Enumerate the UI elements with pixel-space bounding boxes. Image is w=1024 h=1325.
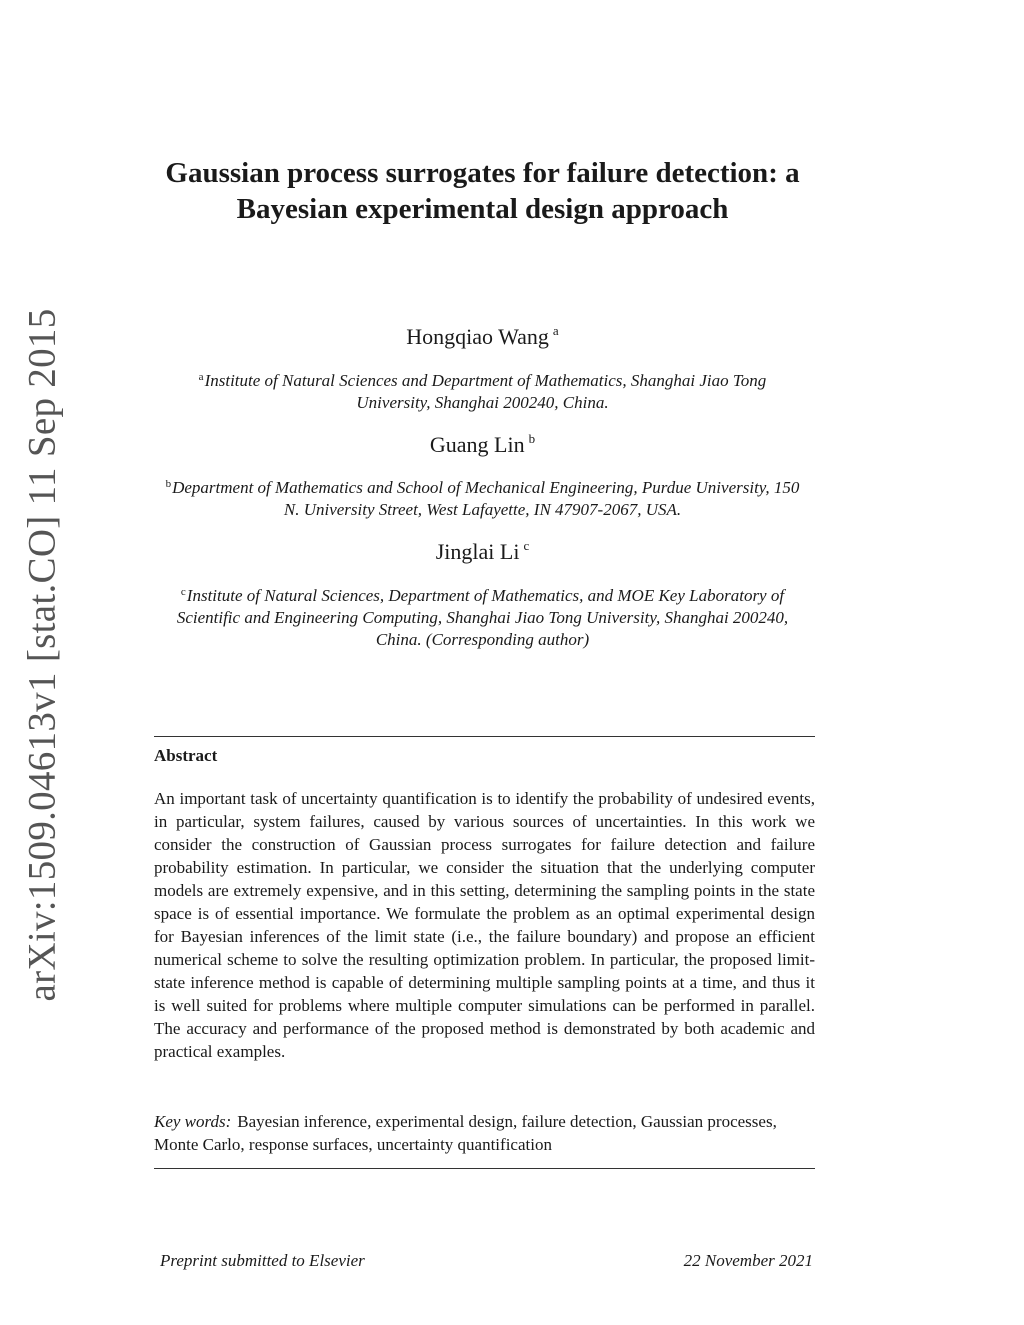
abstract-bottom-rule xyxy=(154,1168,815,1169)
affiliation-3: $^c$Institute of Natural Sciences, Department of Mathematics, and MOE Key Laboratory of Scientific and Engineering Computing, Shanghai Jiao Tong University, Shanghai 200240, China. (Corresponding author) xyxy=(176,586,789,649)
footer-date: 22 November 2021 xyxy=(683,1251,813,1270)
author-name-1: Hongqiao Wang $^a$ xyxy=(406,323,559,349)
keywords xyxy=(154,1110,815,1156)
paper-title: Gaussian process surrogates for failure detection: a Bayesian experimental design approach xyxy=(165,157,800,225)
author-mark: b xyxy=(528,431,536,446)
author-name-2: Guang Lin $^b$ xyxy=(429,431,536,457)
abstract-top-rule xyxy=(154,736,815,737)
abstract-body: An important task of uncertainty quantification is to identify the probability of undesired events, in particular, system failures, caused by various sources of uncertainties. In this work we consider the construction of Gaussian process surrogates for failure detection and failure probability estimation. In particular, we consider the situation that the underlying computer models are extremely expensive, and in this setting, determining the sampling points in the state space is of essential importance. We formulate the problem as an optimal experimental design for Bayesian inferences of the limit state (i.e., the failure boundary) and propose an efficient numerical scheme to solve the resulting optimization problem. In particular, the proposed limit-state inference method is capable of determining multiple sampling points at a time, and thus it is well suited for problems where multiple computer simulations can be performed in parallel. The accuracy and performance of the proposed method is demonstrated by both academic and practical examples. xyxy=(154,789,815,1061)
author-mark: a xyxy=(552,323,559,338)
keywords-text: Bayesian inference, experimental design, failure detection, Gaussian processes, Monte Carlo, response surfaces, uncertainty quantification xyxy=(154,1112,777,1154)
author-name-3: Jinglai Li $^c$ xyxy=(435,538,530,564)
arxiv-identifier-stamp[interactable]: arXiv:1509.04613v1 [stat.CO] 11 Sep 2015 xyxy=(20,308,64,1002)
keywords-label: Key words: xyxy=(154,1112,232,1131)
affiliation-mark: c xyxy=(180,586,186,598)
abstract-heading: Abstract xyxy=(154,746,218,765)
affiliation-mark: b xyxy=(165,478,172,490)
preprint-note: Preprint submitted to Elsevier xyxy=(160,1251,365,1270)
author-mark: c xyxy=(523,538,530,553)
affiliation-2: $^b$Department of Mathematics and School of Mechanical Engineering, Purdue University, 150 N. University Street, West Lafayette, IN 47907-2067, USA. xyxy=(165,478,800,519)
affiliation-mark: a xyxy=(198,371,204,383)
affiliation-1: $^a$Institute of Natural Sciences and Department of Mathematics, Shanghai Jiao Tong University, Shanghai 200240, China. xyxy=(198,371,767,412)
